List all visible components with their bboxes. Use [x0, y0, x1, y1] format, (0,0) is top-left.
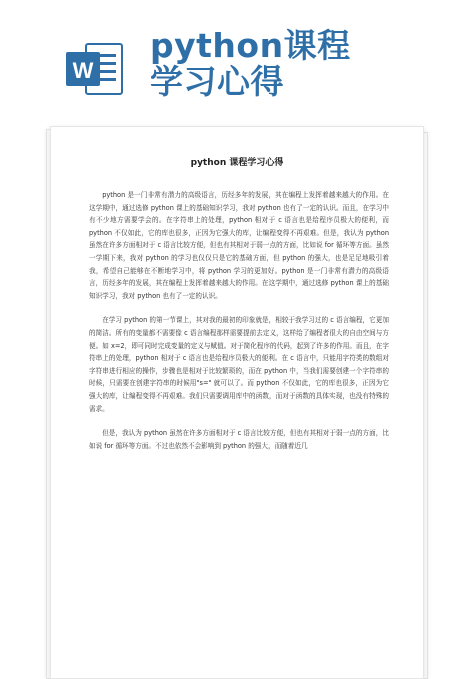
document-body — [89, 189, 389, 464]
word-icon-letter: W — [72, 58, 94, 83]
paragraph: 但是，我认为 python 虽然在许多方面相对于 c 语言比较方便，但也有其相对于弱一点的方面，比如说 for 循环等方面。不过也依然不会影响到 python 的强大，而随着近几 — [89, 429, 389, 450]
header-banner — [0, 0, 474, 118]
banner-title: python课程 学习心得 — [150, 26, 351, 101]
paragraph: 在学习 python 的第一节课上，其对我的最初的印象就是，相较于我学习过的 c 语言编程，它更加的简洁。所有的变量都不需要像 c 语言编程那样需要提前去定义，这样给了编程者很大的自由空间与方便。如 x=2，即可同时完成变量的定义与赋值。对于简化程序的代码，起到了许多的作用。而且，在字符串上的处理，python 相对于 c 语言也是给程序员极大的便利。在 c 语言中，只能用字符类的数组对字符串进行相应的操作，步骤也是相对于比较繁琐的，而在 python 中，当我们需要创建一个字符串的时候，只需要在创建字符串的时候用"s=" 就可以了。而 python 不仅如此，它的库也很多，正因为它强大的库，让编程变得不再艰难。我们只需要调用库中的函数，而对于函数的具体实现，也没有特殊的需求。 — [89, 316, 389, 413]
document-page — [50, 126, 424, 679]
document-title: python 课程学习心得 — [190, 158, 284, 168]
word-icon — [64, 38, 126, 100]
paragraph: python 是一门非常有潜力的高级语言，历经多年的发展，其在编程上发挥着越来越大的作用。在这学期中，通过选修 python 课上的基础知识学习，我对 python 也有了一定的认识。而且，在学习中有不少地方需要学会的。在字符串上的处理，python 相对于 c 语言也是给程序员极大的便利，而 python 不仅如此，它的库也很多，正因为它强大的库，让编程变得不再艰难。但是，我认为 python 虽然在许多方面相对于 c 语言比较方便，但也有其相对于弱一点的方面，比如说 for 循环等方面。虽然一学期下来，我对 python 的学习也仅仅只是它的基础方面，但 python 的强大，也是足足地吸引着我，希望自己能够在不断地学习中，将 python 学习的更加好。python 是一门非常有潜力的高级语言，历经多年的发展，其在编程上发挥着越来越大的作用。在这学期中，通过选修 python 课上的基础知识学习，我对 python 也有了一定的认识。 — [89, 191, 389, 300]
document-preview — [50, 126, 424, 669]
